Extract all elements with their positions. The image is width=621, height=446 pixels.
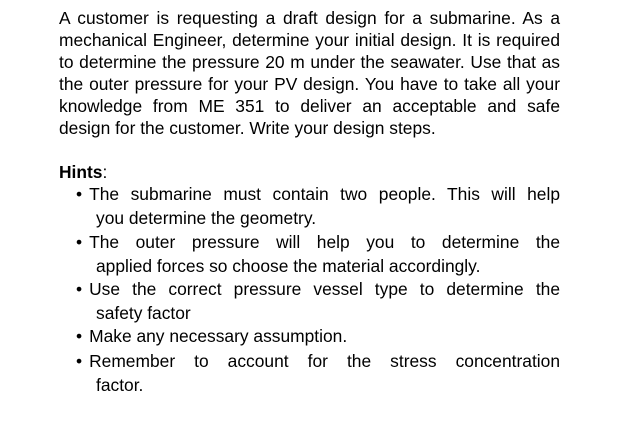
hint-item-4 (76, 324, 560, 348)
hint-item-5-continuation: factor. (96, 375, 144, 395)
hint-item-3-line1 (76, 277, 560, 301)
bullet-icon: • (76, 351, 83, 371)
hint-item-5-text: Remember to account for the stress concentration (89, 351, 560, 371)
hint-item-1-text: The submarine must contain two people. This will help (89, 184, 560, 204)
hint-item-3-continuation: safety factor (96, 303, 191, 323)
hint-item-2-text: The outer pressure will help you to determine the (89, 232, 560, 252)
hint-item-2 (76, 230, 560, 278)
hint-item-5-line1 (76, 349, 560, 373)
hint-item-4-line1 (76, 324, 560, 348)
intro-paragraph: A customer is requesting a draft design for a submarine. As a mechanical Engineer, determine your initial design. It is required to determine the pressure 20 m under the seawater. Use that as the outer pressure for your PV design. You have to take all your knowledge from ME 351 to deliver an acceptable and safe design for the customer. Write your design steps. (59, 8, 560, 138)
hints-heading-colon: : (102, 162, 108, 182)
hint-item-1 (76, 182, 560, 230)
bullet-icon: • (76, 279, 83, 299)
hint-item-3-text: Use the correct pressure vessel type to determine the (89, 279, 560, 299)
hint-item-3 (76, 277, 560, 325)
hint-item-2-line1 (76, 230, 560, 254)
hints-heading-label: Hints (59, 162, 103, 182)
bullet-icon: • (76, 184, 83, 204)
hints-heading (59, 161, 107, 183)
hint-item-1-line1 (76, 182, 560, 206)
hint-item-2-continuation: applied forces so choose the material accordingly. (96, 256, 481, 276)
bullet-icon: • (76, 326, 83, 346)
hint-item-4-text: Make any necessary assumption. (89, 326, 348, 346)
bullet-icon: • (76, 232, 83, 252)
hint-item-1-continuation: you determine the geometry. (96, 208, 317, 228)
hint-item-5 (76, 349, 560, 397)
